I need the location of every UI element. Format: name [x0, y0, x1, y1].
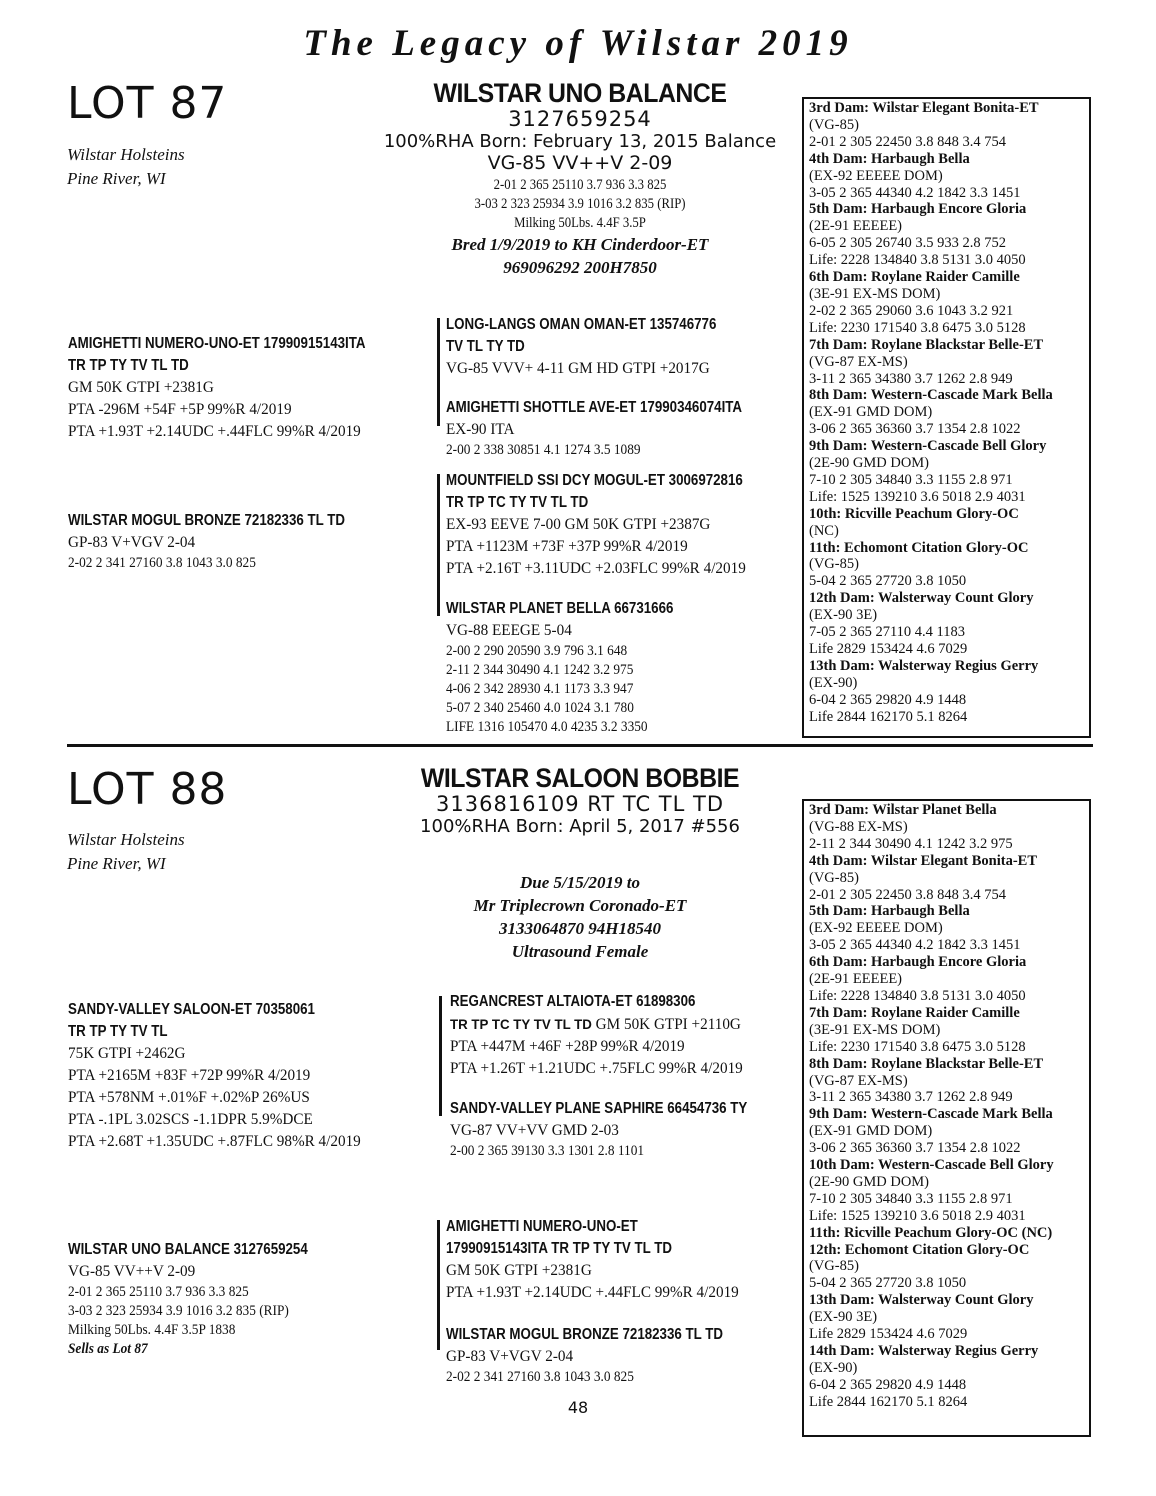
ancestor-record: 2-02 2 365 29060 3.6 1043 3.2 921 — [809, 302, 1014, 319]
dam-sire-codes: 17990915143ITA TR TP TY TV TL TD — [446, 1240, 672, 1257]
ancestor-record: 2-01 2 305 22450 3.8 848 3.4 754 — [809, 133, 1006, 150]
dam-dam-record: 4-06 2 342 28930 4.1 1173 3.3 947 — [446, 681, 634, 697]
ancestor-record: (NC) — [809, 522, 839, 539]
owner-location: Pine River, WI — [67, 169, 166, 188]
sire-info: PTA +2165M +83F +72P 99%R 4/2019 — [68, 1067, 311, 1084]
dam-dam-info: VG-88 EEEGE 5-04 — [446, 622, 572, 639]
sire-sire-codes: TR TP TC TY TV TL TD — [450, 1016, 592, 1032]
ancestor-record: Life 2844 162170 5.1 8264 — [809, 1393, 968, 1410]
dam-sire-name: MOUNTFIELD SSI DCY MOGUL-ET 3006972816 — [446, 472, 743, 489]
ancestor-record: 6-04 2 365 29820 4.9 1448 — [809, 691, 967, 708]
ancestor-name: 5th Dam: Harbaugh Encore Gloria — [809, 201, 1027, 218]
ancestor-record: Life 2844 162170 5.1 8264 — [809, 708, 968, 725]
ancestor-record: 3-11 2 365 34380 3.7 1262 2.8 949 — [809, 1089, 1013, 1106]
lot-divider — [67, 744, 1093, 747]
sire-info: PTA +2.68T +1.35UDC +.87FLC 98%R 4/2019 — [68, 1133, 361, 1150]
sire-sire-gtpi: GM 50K GTPI +2110G — [591, 1016, 741, 1033]
dam-record: Milking 50Lbs. 4.4F 3.5P 1838 — [68, 1322, 236, 1338]
ancestor-record: 2-11 2 344 30490 4.1 1242 3.2 975 — [809, 835, 1013, 852]
page-number: 48 — [567, 1398, 589, 1417]
registration-number: 3127659254 — [508, 107, 652, 131]
dam-dam-record: 2-02 2 341 27160 3.8 1043 3.0 825 — [446, 1369, 634, 1385]
ancestor-name: 14th Dam: Walsterway Regius Gerry — [809, 1343, 1039, 1359]
lot-87-sire — [68, 333, 438, 443]
ancestor-name: 8th Dam: Roylane Blackstar Belle-ET — [809, 1055, 1044, 1072]
lot-88-due — [400, 871, 760, 963]
ancestor-name: 9th Dam: Western-Cascade Bell Glory — [809, 438, 1047, 455]
ancestor-record: (VG-85) — [809, 116, 859, 133]
ancestor-record: (2E-90 GMD DOM) — [809, 1173, 930, 1190]
ancestor-record: (EX-91 GMD DOM) — [809, 1123, 933, 1140]
ancestor-name: 12th Dam: Walsterway Count Glory — [809, 590, 1034, 607]
dam-record: 2-02 2 341 27160 3.8 1043 3.0 825 — [68, 555, 256, 571]
ancestor-record: (EX-92 EEEEE DOM) — [809, 167, 943, 184]
lot-87-dam-sire — [446, 470, 796, 580]
sire-codes: TR TP TY TV TL — [68, 1023, 168, 1040]
ancestor-record: 2-01 2 305 22450 3.8 848 3.4 754 — [809, 886, 1006, 903]
dam-info: GP-83 V+VGV 2-04 — [68, 534, 196, 551]
sire-dam-record: 2-00 2 338 30851 4.1 1274 3.5 1089 — [446, 442, 641, 458]
ancestor-record: 3-05 2 365 44340 4.2 1842 3.3 1451 — [809, 937, 1021, 954]
sire-codes: TR TP TY TV TL TD — [68, 357, 189, 374]
sire-info: PTA +1.93T +2.14UDC +.44FLC 99%R 4/2019 — [68, 423, 361, 440]
ancestor-record: (2E-91 EEEEE) — [809, 971, 903, 988]
sire-sire-codes-line — [450, 1013, 783, 1036]
dam-dam-record: 5-07 2 340 25460 4.0 1024 3.1 780 — [446, 700, 634, 716]
dam-name: WILSTAR MOGUL BRONZE 72182336 TL TD — [68, 512, 346, 529]
lactation-record: 2-01 2 365 25110 3.7 936 3.3 825 — [493, 177, 667, 193]
lot-88-sire — [68, 999, 438, 1153]
ancestor-name: 11th: Echomont Citation Glory-OC — [809, 539, 1029, 556]
lactation-record: 3-03 2 323 25934 3.9 1016 3.2 835 (RIP) — [474, 196, 686, 212]
dam-dam-record: LIFE 1316 105470 4.0 4235 3.2 3350 — [446, 719, 648, 735]
dam-dam-record: 2-11 2 344 30490 4.1 1242 3.2 975 — [446, 662, 634, 678]
ancestor-name: 7th Dam: Roylane Blackstar Belle-ET — [809, 336, 1044, 353]
lot-88-sire-sire — [450, 991, 800, 1080]
lot-88-dam — [68, 1239, 438, 1359]
sire-info: PTA +578NM +.01%F +.02%P 26%US — [68, 1089, 310, 1106]
animal-name: WILSTAR SALOON BOBBIE — [420, 763, 740, 793]
dam-sire-info: GM 50K GTPI +2381G — [446, 1262, 592, 1279]
dam-info: VG-85 VV++V 2-09 — [68, 1263, 196, 1280]
ancestor-record: Life 2829 153424 4.6 7029 — [809, 1326, 968, 1343]
sire-dam-record: 2-00 2 365 39130 3.3 1301 2.8 1101 — [450, 1143, 645, 1159]
birth-info: 100%RHA Born: February 13, 2015 Balance — [383, 131, 777, 152]
due-line: Due 5/15/2019 to — [520, 873, 640, 892]
lot-88-dam-lineage-box — [802, 799, 1091, 1437]
ancestor-record: 5-04 2 365 27720 3.8 1050 — [809, 1275, 967, 1292]
ancestor-record: Life: 2230 171540 3.8 6475 3.0 5128 — [809, 1038, 1026, 1055]
lot-87-sire-sire — [446, 314, 796, 380]
lot-87-dam-dam — [446, 598, 796, 737]
animal-name: WILSTAR UNO BALANCE — [433, 78, 727, 108]
dam-sire-info: PTA +1123M +73F +37P 99%R 4/2019 — [446, 538, 688, 555]
ancestor-record: Life: 2228 134840 3.8 5131 3.0 4050 — [809, 987, 1026, 1004]
ancestor-record: (VG-87 EX-MS) — [809, 353, 908, 370]
registration-number: 3136816109 RT TC TL TD — [436, 792, 724, 816]
ancestor-name: 7th Dam: Roylane Raider Camille — [809, 1004, 1020, 1021]
ancestor-name: 13th Dam: Walsterway Count Glory — [809, 1292, 1034, 1309]
lot-87-dam — [68, 510, 438, 573]
ancestor-name: 3rd Dam: Wilstar Planet Bella — [809, 802, 997, 818]
ancestor-record: 3-06 2 365 36360 3.7 1354 2.8 1022 — [809, 1140, 1021, 1157]
ancestor-record: (EX-90) — [809, 1359, 858, 1376]
pedigree-bracket — [437, 318, 440, 426]
ancestor-record: 3-05 2 365 44340 4.2 1842 3.3 1451 — [809, 184, 1021, 201]
ancestor-name: 5th Dam: Harbaugh Bella — [809, 903, 970, 920]
ancestor-name: 10th Dam: Western-Cascade Bell Glory — [809, 1157, 1054, 1174]
ancestor-record: (EX-91 GMD DOM) — [809, 404, 933, 421]
lot-87-owner — [67, 143, 185, 191]
ancestor-record: (EX-90) — [809, 674, 858, 691]
dam-dam-name: WILSTAR MOGUL BRONZE 72182336 TL TD — [446, 1326, 724, 1343]
ancestor-record: Life: 1525 139210 3.6 5018 2.9 4031 — [809, 1207, 1026, 1224]
ancestor-name: 4th Dam: Harbaugh Bella — [809, 150, 970, 167]
ancestor-record: (2E-90 GMD DOM) — [809, 455, 930, 472]
sire-info: GM 50K GTPI +2381G — [68, 379, 214, 396]
ancestor-name: 6th Dam: Roylane Raider Camille — [809, 269, 1020, 286]
dam-dam-info: GP-83 V+VGV 2-04 — [446, 1348, 574, 1365]
sire-dam-info: EX-90 ITA — [446, 421, 515, 438]
birth-info: 100%RHA Born: April 5, 2017 #556 — [420, 816, 740, 837]
ancestor-name: 4th Dam: Wilstar Elegant Bonita-ET — [809, 852, 1037, 869]
ancestor-record: (3E-91 EX-MS DOM) — [809, 285, 941, 302]
ancestor-record: (3E-91 EX-MS DOM) — [809, 1021, 941, 1038]
sire-dam-name: SANDY-VALLEY PLANE SAPHIRE 66454736 TY — [450, 1100, 748, 1117]
ancestor-record: 7-10 2 305 34840 3.3 1155 2.8 971 — [809, 1190, 1013, 1207]
sire-sire-info: PTA +447M +46F +28P 99%R 4/2019 — [450, 1038, 685, 1055]
ancestor-record: Life: 2230 171540 3.8 6475 3.0 5128 — [809, 319, 1026, 336]
sire-dam-info: VG-87 VV+VV GMD 2-03 — [450, 1122, 619, 1139]
ancestor-name: 12th: Echomont Citation Glory-OC — [809, 1241, 1030, 1258]
ancestor-record: (VG-85) — [809, 869, 859, 886]
ancestor-record: 3-06 2 365 36360 3.7 1354 2.8 1022 — [809, 421, 1021, 438]
bred-line: 969096292 200H7850 — [503, 258, 657, 277]
sells-as-note: Sells as Lot 87 — [68, 1341, 148, 1357]
sire-info: PTA -.1PL 3.02SCS -1.1DPR 5.9%DCE — [68, 1111, 313, 1128]
bred-line: Bred 1/9/2019 to KH Cinderdoor-ET — [451, 235, 709, 254]
ancestor-record: (VG-85) — [809, 556, 859, 573]
page-title: The Legacy of Wilstar 2019 — [303, 23, 853, 64]
lot-88-dam-sire — [446, 1216, 796, 1304]
sire-sire-name: LONG-LANGS OMAN OMAN-ET 135746776 — [446, 316, 717, 333]
dam-record: 2-01 2 365 25110 3.7 936 3.3 825 — [68, 1284, 249, 1300]
ancestor-name: 6th Dam: Harbaugh Encore Gloria — [809, 954, 1027, 971]
ancestor-record: (2E-91 EEEEE) — [809, 218, 903, 235]
ancestor-record: (VG-88 EX-MS) — [809, 818, 908, 835]
lot-88-sire-dam — [450, 1098, 800, 1161]
due-line: 3133064870 94H18540 — [499, 919, 661, 938]
sire-sire-name: REGANCREST ALTAIOTA-ET 61898306 — [450, 993, 696, 1010]
ancestor-record: (VG-85) — [809, 1258, 859, 1275]
pedigree-bracket — [437, 474, 440, 616]
dam-sire-name: AMIGHETTI NUMERO-UNO-ET — [446, 1218, 638, 1235]
ancestor-record: (EX-92 EEEEE DOM) — [809, 920, 943, 937]
milking-note: Milking 50Lbs. 4.4F 3.5P — [514, 215, 646, 231]
pedigree-bracket — [437, 1220, 440, 1350]
sire-info: PTA -296M +54F +5P 99%R 4/2019 — [68, 401, 292, 418]
sire-info: 75K GTPI +2462G — [68, 1045, 186, 1062]
ancestor-record: 7-10 2 305 34840 3.3 1155 2.8 971 — [809, 471, 1013, 488]
pedigree-bracket — [439, 996, 442, 1116]
sire-name: SANDY-VALLEY SALOON-ET 70358061 — [68, 1001, 315, 1018]
dam-dam-record: 2-00 2 290 20590 3.9 796 3.1 648 — [446, 643, 628, 659]
lot-88-number: LOT 88 — [67, 764, 228, 815]
sire-sire-info: PTA +1.26T +1.21UDC +.75FLC 99%R 4/2019 — [450, 1060, 743, 1077]
due-line: Mr Triplecrown Coronado-ET — [473, 896, 687, 915]
classification: VG-85 VV++V 2-09 — [487, 152, 673, 174]
ancestor-name: 10th: Ricville Peachum Glory-OC — [809, 505, 1019, 522]
ancestor-name: 13th Dam: Walsterway Regius Gerry — [809, 657, 1039, 674]
owner-name: Wilstar Holsteins — [67, 145, 185, 164]
ancestor-record: Life: 1525 139210 3.6 5018 2.9 4031 — [809, 488, 1026, 505]
sire-sire-codes: TV TL TY TD — [446, 338, 525, 355]
dam-sire-info: PTA +1.93T +2.14UDC +.44FLC 99%R 4/2019 — [446, 1284, 739, 1301]
dam-sire-info: PTA +2.16T +3.11UDC +2.03FLC 99%R 4/2019 — [446, 560, 746, 577]
due-line: Ultrasound Female — [511, 942, 649, 961]
ancestor-name: 8th Dam: Western-Cascade Mark Bella — [809, 387, 1053, 404]
ancestor-name: 11th: Ricville Peachum Glory-OC (NC) — [809, 1224, 1053, 1241]
lot-87-sire-dam — [446, 397, 796, 460]
ancestor-record: 3-11 2 365 34380 3.7 1262 2.8 949 — [809, 370, 1013, 387]
dam-sire-info: EX-93 EEVE 7-00 GM 50K GTPI +2387G — [446, 516, 711, 533]
ancestor-record: 5-04 2 365 27720 3.8 1050 — [809, 573, 967, 590]
lot-88-dam-dam — [446, 1324, 796, 1387]
sire-dam-name: AMIGHETTI SHOTTLE AVE-ET 17990346074ITA — [446, 399, 743, 416]
ancestor-record: Life: 2228 134840 3.8 5131 3.0 4050 — [809, 252, 1026, 269]
dam-dam-name: WILSTAR PLANET BELLA 66731666 — [446, 600, 674, 617]
ancestor-record: (EX-90 3E) — [809, 607, 878, 624]
sire-name: AMIGHETTI NUMERO-UNO-ET 17990915143ITA — [68, 335, 366, 352]
ancestor-record: (VG-87 EX-MS) — [809, 1072, 908, 1089]
dam-record: 3-03 2 323 25934 3.9 1016 3.2 835 (RIP) — [68, 1303, 289, 1319]
owner-name: Wilstar Holsteins — [67, 830, 185, 849]
ancestor-record: 6-05 2 305 26740 3.5 933 2.8 752 — [809, 235, 1006, 252]
ancestor-name: 9th Dam: Western-Cascade Mark Bella — [809, 1106, 1053, 1123]
ancestor-record: Life 2829 153424 4.6 7029 — [809, 641, 968, 657]
sire-sire-info: VG-85 VVV+ 4-11 GM HD GTPI +2017G — [446, 360, 710, 377]
ancestor-record: (EX-90 3E) — [809, 1309, 878, 1326]
lot-87-number: LOT 87 — [67, 78, 228, 129]
dam-name: WILSTAR UNO BALANCE 3127659254 — [68, 1241, 308, 1258]
ancestor-name: 3rd Dam: Wilstar Elegant Bonita-ET — [809, 100, 1039, 116]
ancestor-record: 6-04 2 365 29820 4.9 1448 — [809, 1376, 967, 1393]
ancestor-record: 7-05 2 365 27110 4.4 1183 — [809, 624, 966, 641]
lot-88-owner — [67, 828, 185, 876]
owner-location: Pine River, WI — [67, 854, 166, 873]
dam-sire-codes: TR TP TC TY TV TL TD — [446, 494, 589, 511]
lot-87-header — [350, 78, 810, 279]
lot-88-header — [350, 763, 810, 837]
lot-87-dam-lineage-box — [802, 97, 1091, 738]
